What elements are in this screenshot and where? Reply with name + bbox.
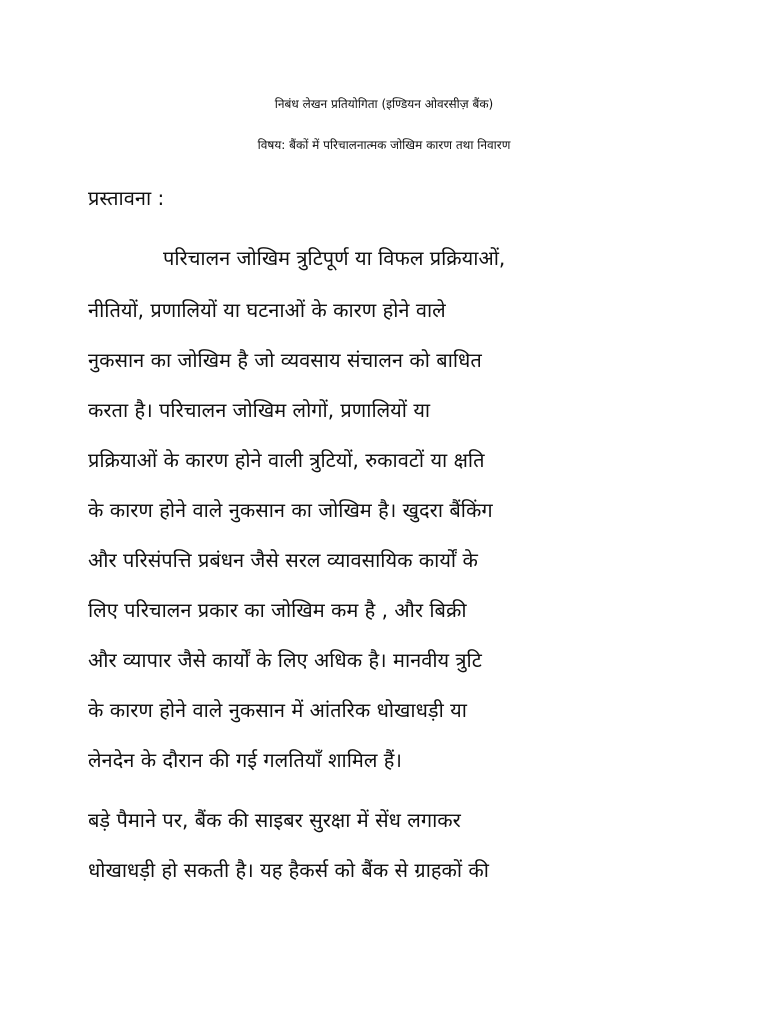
paragraph-line: परिचालन जोखिम त्रुटिपूर्ण या विफल प्रक्रियाओं, [163,246,506,270]
paragraph-line: और व्यापार जैसे कार्यों के लिए अधिक है। मानवीय त्रुटि [88,648,482,672]
paragraph-line: प्रक्रियाओं के कारण होने वाली त्रुटियों, रुकावटों या क्षति [88,448,485,472]
paragraph-line: लेनदेन के दौरान की गई गलतियाँ शामिल हैं। [88,748,402,772]
document-subject: विषय: बैंकों में परिचालनात्मक जोखिम कारण तथा निवारण [257,138,511,152]
paragraph-line: बड़े पैमाने पर, बैंक की साइबर सुरक्षा में सेंध लगाकर [88,808,461,832]
paragraph-line: लिए परिचालन प्रकार का जोखिम कम है , और बिक्री [88,598,467,622]
paragraph-line: और परिसंपत्ति प्रबंधन जैसे सरल व्यावसायिक कार्यों के [88,548,478,572]
paragraph-line: के कारण होने वाले नुकसान में आंतरिक धोखाधड़ी या [88,698,467,722]
section-heading: प्रस्तावना : [88,186,165,210]
paragraph-line: करता है। परिचालन जोखिम लोगों, प्रणालियों या [88,398,431,422]
paragraph-line: धोखाधड़ी हो सकती है। यह हैकर्स को बैंक से ग्राहकों की [88,858,489,882]
paragraph-line: नीतियों, प्रणालियों या घटनाओं के कारण होने वाले [88,298,446,322]
document-title: निबंध लेखन प्रतियोगिता (इण्डियन ओवरसीज़ बैंक) [274,97,494,111]
paragraph-line: नुकसान का जोखिम है जो व्यवसाय संचालन को बाधित [88,348,482,372]
paragraph-line: के कारण होने वाले नुकसान का जोखिम है। खुदरा बैंकिंग [88,498,493,522]
